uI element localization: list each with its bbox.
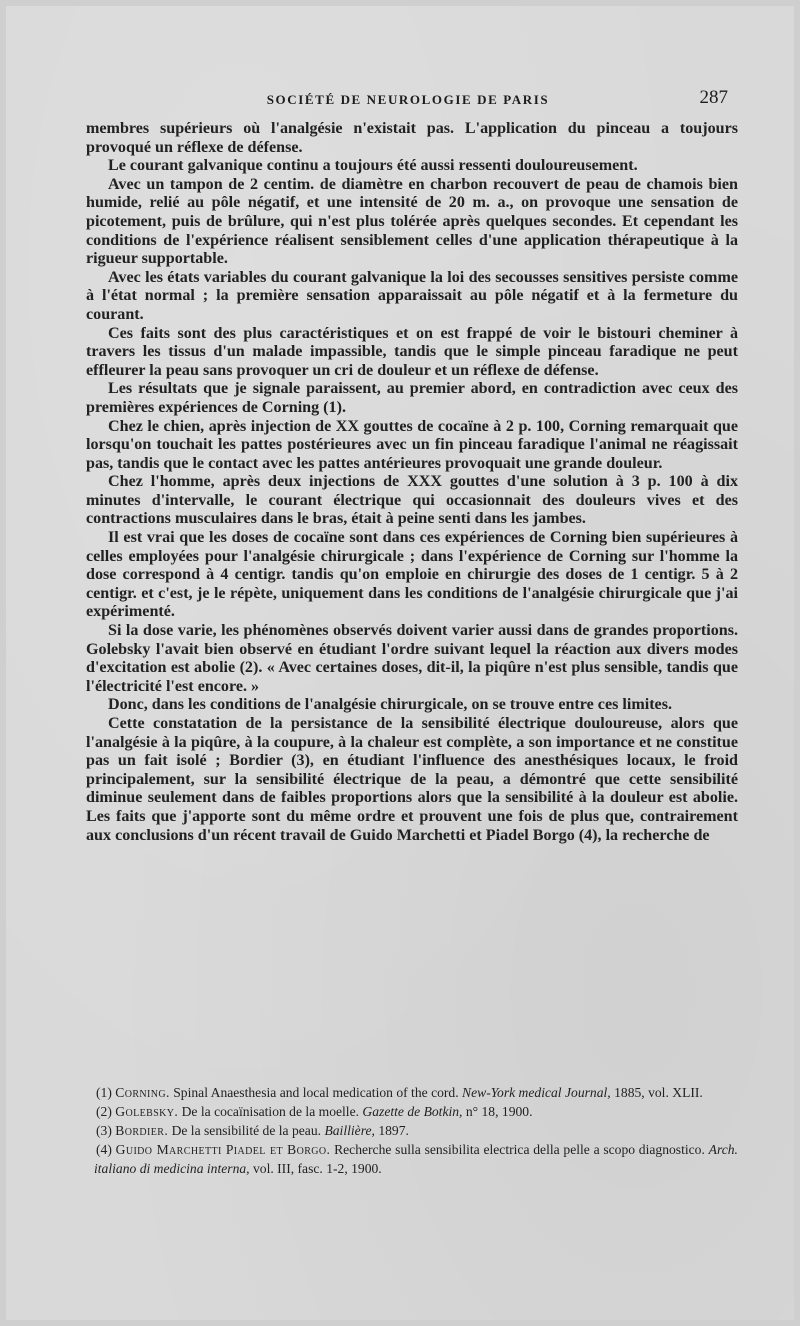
paragraph: Avec un tampon de 2 centim. de diamètre en charbon recouvert de peau de chamois bien humide, relié au pôle négatif, et une intensité de 20 m. a., on provoque une sensation de picotement, puis de brûlure, qui n'est plus tolérée après quelques secondes. Et cependant les conditions de l'expérience réalisent sensiblement celles d'une application thérapeutique à la rigueur supportable. [86, 175, 738, 268]
running-header [88, 87, 728, 116]
footnote-number: (2) [96, 1104, 112, 1119]
footnote-details: 1885, vol. XLII. [614, 1085, 703, 1100]
paragraph: Chez l'homme, après deux injections de XXX gouttes d'une solution à 3 p. 100 à dix minutes d'intervalle, le courant électrique qui occasionnait des douleurs vives et des contractions musculaires dans le bras, était à peine senti dans les jambes. [86, 473, 738, 528]
paragraph: Cette constatation de la persistance de la sensibilité électrique douloureuse, alors que l'analgésie à la piqûre, à la coupure, à la chaleur est complète, a son importance et ne constitue pas un fait isolé ; Bordier (3), en étudiant l'influence des anesthésiques locaux, le froid principalement, sur la sensibilité électrique de la peau, a démontré que cette sensibilité diminue seulement dans de faibles proportions alors que la sensibilité à la douleur est abolie. Les faits que j'apporte sont du même ordre et prouvent une fois de plus que, contrairement aux conclusions d'un récent travail de Guido Marchetti et Piadel Borgo (4), la recherche de [86, 715, 738, 844]
paragraph: membres supérieurs où l'analgésie n'existait pas. L'application du pinceau a toujours provoqué un réflexe de défense. [86, 120, 738, 156]
footnote-number: (4) [96, 1142, 112, 1157]
footnote-details: vol. III, fasc. 1-2, 1900. [252, 1161, 382, 1176]
footnote-source: Arch. italiano di medicina interna, [94, 1142, 738, 1176]
paragraph: Ces faits sont des plus caractéristiques et on est frappé de voir le bistouri cheminer à travers les tissus d'un malade impassible, tandis que le simple pinceau faradique ne peut effleurer la peau sans provoquer un cri de douleur et un réflexe de défense. [86, 324, 738, 379]
footnote-text: De la cocaïnisation de la moelle. [181, 1104, 360, 1119]
footnote-number: (3) [96, 1123, 112, 1138]
footnote-details: n° 18, 1900. [465, 1104, 533, 1119]
footnote-author: Bordier. [115, 1123, 169, 1138]
footnote [94, 1102, 738, 1121]
paragraph: Il est vrai que les doses de cocaïne sont dans ces expériences de Corning bien supérieures à celles employées pour l'analgésie chirurgicale ; dans l'expérience de Corning sur l'homme la dose correspond à 4 centigr. tandis qu'on emploie en chirurgie des doses de 1 centigr. 5 à 2 centigr. et c'est, je le répète, uniquement dans les conditions de l'analgésie chirurgicale que j'ai expérimenté. [86, 529, 738, 621]
footnote-number: (1) [96, 1085, 112, 1100]
footnote-text: De la sensibilité de la peau. [171, 1123, 322, 1138]
footnote-author: Golebsky. [115, 1104, 179, 1119]
running-title: SOCIÉTÉ DE NEUROLOGIE DE PARIS [266, 92, 550, 107]
footnote-source: Baillière, [324, 1123, 375, 1138]
footnote-text: Spinal Anaesthesia and local medication of the cord. [173, 1085, 459, 1100]
footnote [94, 1140, 738, 1178]
footnote-author: Corning. [115, 1085, 170, 1100]
footnote-source: New-York medical Journal, [462, 1085, 611, 1100]
footnote-details: 1897. [378, 1123, 409, 1138]
paragraph: Les résultats que je signale paraissent, au premier abord, en contradiction avec ceux des premières expériences de Corning (1). [86, 380, 738, 416]
main-text [86, 120, 738, 845]
footnotes [94, 1083, 738, 1178]
book-page [6, 6, 794, 1320]
page-number: 287 [699, 87, 728, 108]
footnote-source: Gazette de Botkin, [362, 1104, 463, 1119]
footnote [94, 1083, 738, 1102]
paragraph: Le courant galvanique continu a toujours été aussi ressenti douloureusement. [108, 157, 638, 175]
paragraph: Avec les états variables du courant galvanique la loi des secousses sensitives persiste comme à l'état normal ; la première sensation apparaissait au pôle négatif et à la fermeture du courant. [86, 268, 738, 323]
paragraph: Si la dose varie, les phénomènes observés doivent varier aussi dans de grandes proportions. Golebsky l'avait bien observé en étudiant l'ordre suivant lequel la réaction aux divers modes d'excitation est abolie (2). « Avec certaines doses, dit-il, la piqûre n'est plus sensible, tandis que l'électricité l'est encore. » [86, 622, 738, 695]
paragraph: Donc, dans les conditions de l'analgésie chirurgicale, on se trouve entre ces limites. [108, 696, 672, 714]
footnote-author: Guido Marchetti Piadel et Borgo. [115, 1142, 331, 1157]
footnote-text: Recherche sulla sensibilita electrica della pelle a scopo diagnostico. [334, 1142, 705, 1157]
footnote [94, 1121, 738, 1140]
paragraph: Chez le chien, après injection de XX gouttes de cocaïne à 2 p. 100, Corning remarquait que lorsqu'on touchait les pattes postérieures avec un fin pinceau faradique l'animal ne réagissait pas, tandis que le contact avec les pattes antérieures provoquait une grande douleur. [86, 417, 738, 472]
